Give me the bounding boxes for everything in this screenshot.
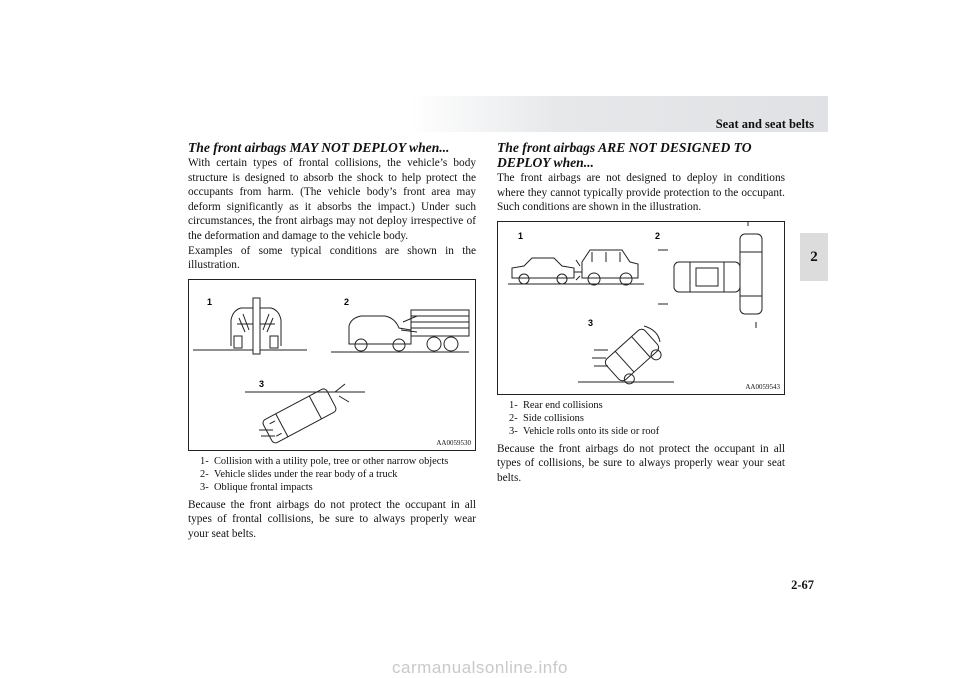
- right-illustration: [497, 221, 785, 395]
- legend-item: 2- Vehicle slides under the rear body of a truck: [200, 468, 398, 480]
- watermark-link[interactable]: carmanualsonline.info: [392, 658, 568, 677]
- left-fig-label-2: 2: [344, 296, 350, 307]
- left-fig-label-3: 3: [259, 378, 265, 389]
- underride-collision-drawing: [331, 310, 469, 352]
- legend-item: 3- Vehicle rolls onto its side or roof: [509, 425, 660, 437]
- right-fig-label-1: 1: [518, 230, 524, 241]
- legend-item: 1- Rear end collisions: [509, 399, 603, 411]
- side-collision-drawing: [658, 222, 762, 328]
- left-closing: Because the front airbags do not protect the occupant in all types of frontal collisions, be sure to always properly wear your seat belts.: [188, 498, 476, 540]
- left-fig-label-1: 1: [207, 296, 213, 307]
- legend-item: 2- Side collisions: [509, 412, 584, 424]
- right-heading: The front airbags ARE NOT DESIGNED TO DEPLOY when...: [497, 140, 752, 170]
- page-number: 2-67: [791, 578, 814, 592]
- rollover-drawing: [578, 326, 674, 388]
- left-heading: The front airbags MAY NOT DEPLOY when...: [188, 140, 450, 155]
- rear-end-collision-drawing: [508, 250, 644, 285]
- left-intro: With certain types of frontal collisions, the vehicle’s body structure is designed to absorb the shock to help protect the occupants from harm. (The vehicle body’s front area may deform significantly as it absorbs the impact.) Under such circumstances, the front airbags may not deploy irrespective of the deformation and damage to the vehicle body.: [188, 157, 476, 242]
- right-fig-label-3: 3: [588, 317, 594, 328]
- section-title: Seat and seat belts: [715, 117, 814, 131]
- left-illustration-drawing: [189, 280, 477, 450]
- right-column: [497, 140, 785, 486]
- left-legend: [188, 455, 476, 494]
- right-illustration-drawing: [498, 222, 786, 394]
- right-intro: The front airbags are not designed to deploy in conditions where they cannot typically provide protection to the occupant. Such conditions are shown in the illustration.: [497, 172, 785, 214]
- right-figure-code: AA0059543: [745, 382, 780, 391]
- chapter-number: 2: [810, 249, 818, 265]
- left-illustration: [188, 279, 476, 451]
- legend-item: 3- Oblique frontal impacts: [200, 481, 313, 493]
- right-legend: [497, 399, 785, 438]
- left-figure-code: AA0059530: [436, 438, 471, 447]
- oblique-collision-drawing: [245, 384, 365, 444]
- right-fig-label-2: 2: [655, 230, 661, 241]
- right-closing: Because the front airbags do not protect the occupant in all types of collisions, be sure to always properly wear your seat belts.: [497, 442, 785, 484]
- left-column: [188, 140, 476, 542]
- legend-item: 1- Collision with a utility pole, tree or other narrow objects: [200, 455, 449, 467]
- left-intro-examples: Examples of some typical conditions are shown in the illustration.: [188, 244, 476, 272]
